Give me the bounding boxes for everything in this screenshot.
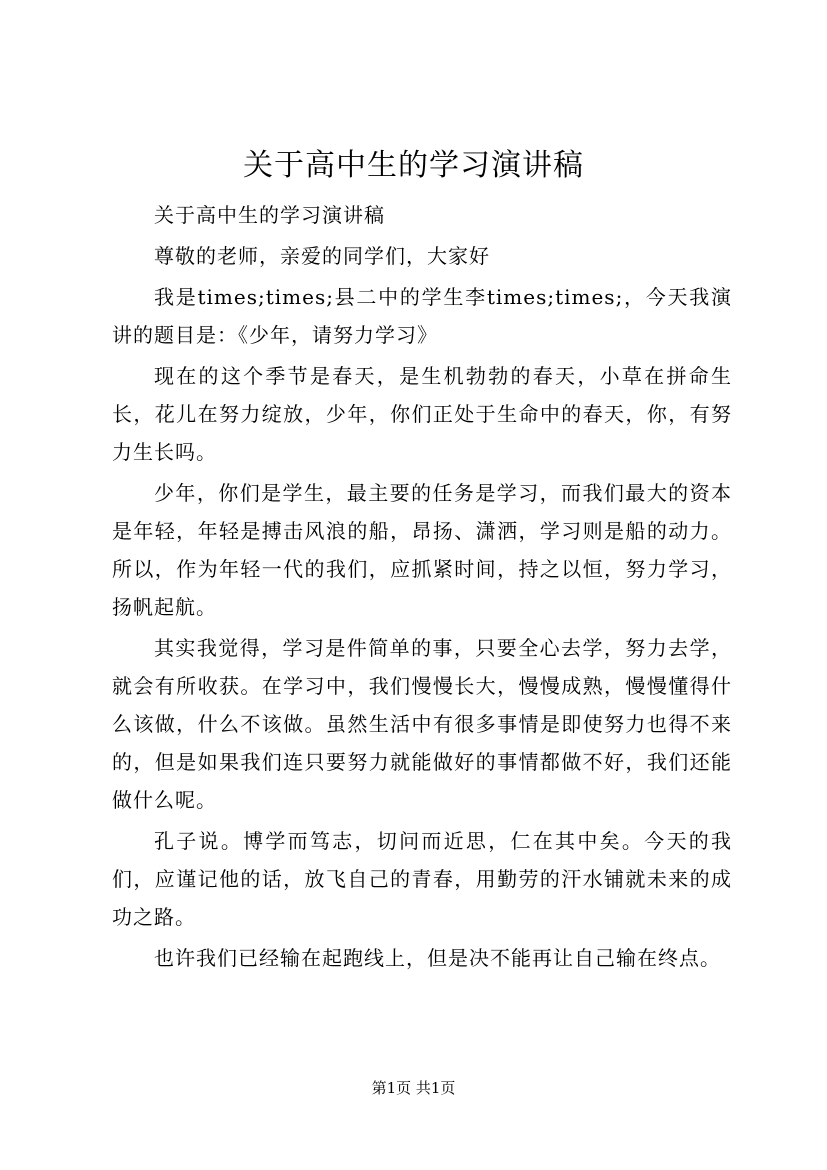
paragraph-3: 我是times;times;县二中的学生李times;times;，今天我演讲的题目是：《少年，请努力学习》 (112, 285, 732, 347)
paragraph-5: 少年，你们是学生，最主要的任务是学习，而我们最大的资本是年轻，年轻是搏击风浪的船，昂扬、潇洒，学习则是船的动力。所以，作为年轻一代的我们，应抓紧时间，持之以恒，努力学习，扬帆起航。 (112, 481, 732, 619)
paragraph-7: 孔子说。博学而笃志，切问而近思，仁在其中矣。今天的我们，应谨记他的话，放飞自己的青春，用勤劳的汗水铺就未来的成功之路。 (112, 829, 732, 929)
paragraph-8: 也许我们已经输在起跑线上，但是决不能再让自己输在终点。 (154, 946, 721, 970)
page-footer: 第1页 共1页 (371, 1079, 456, 1097)
document-title: 关于高中生的学习演讲稿 (243, 148, 584, 183)
paragraph-4: 现在的这个季节是春天，是生机勃勃的春天，小草在拼命生长，花儿在努力绽放，少年，你们正处于生命中的春天，你，有努力生长吗。 (112, 364, 732, 464)
document-body (112, 196, 732, 980)
paragraph-6: 其实我觉得，学习是件简单的事，只要全心去学，努力去学，就会有所收获。在学习中，我们慢慢长大，慢慢成熟，慢慢懂得什么该做，什么不该做。虽然生活中有很多事情是即使努力也得不来的，但是如果我们连只要努力就能做好的事情都做不好，我们还能做什么呢。 (112, 636, 732, 812)
paragraph-1: 关于高中生的学习演讲稿 (154, 203, 385, 227)
paragraph-2: 尊敬的老师，亲爱的同学们，大家好 (154, 244, 490, 268)
